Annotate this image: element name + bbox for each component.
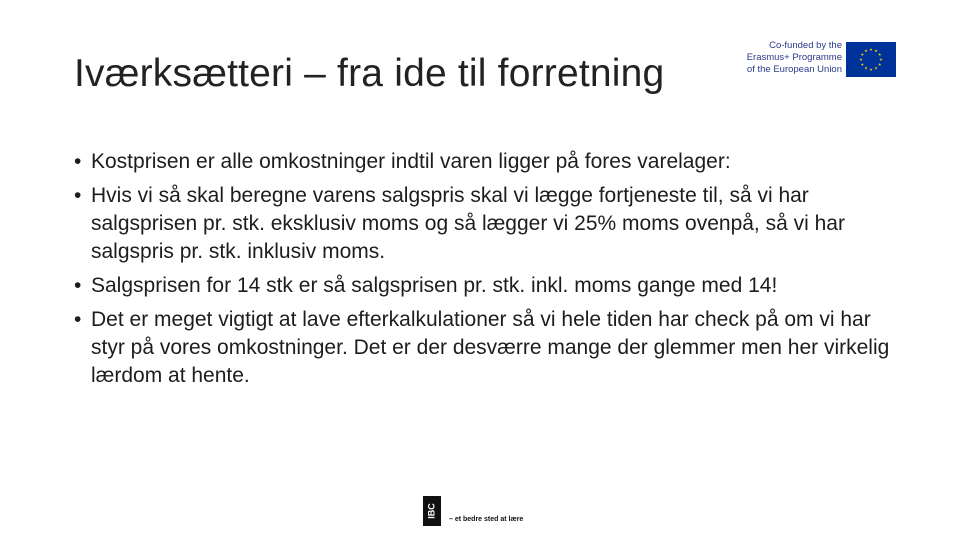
eu-logo-line: Erasmus+ Programme <box>746 52 842 63</box>
bullet-dot: • <box>74 150 82 173</box>
ibc-logo-mark <box>421 496 443 526</box>
bullet-dot: • <box>74 274 82 297</box>
bullet-text: Det er meget vigtigt at lave efterkalkulationer så vi hele tiden har check på om vi har styr på vores omkostninger. Det er der desværre mange der glemmer men her virkelig lærdom at hente. <box>91 308 890 387</box>
bullet-list <box>74 148 894 396</box>
bullet-text: Hvis vi så skal beregne varens salgspris skal vi lægge fortjeneste til, så vi har salgsprisen pr. stk. eksklusiv moms og så lægger vi 25% moms ovenpå, så vi har salgspris pr. stk. inklusiv moms. <box>91 184 845 263</box>
eu-logo-text <box>737 40 842 76</box>
ibc-tagline: – et bedre sted at lære <box>449 516 524 523</box>
bullet-text: Kostprisen er alle omkostninger indtil varen ligger på fores varelager: <box>91 150 731 173</box>
bullet-item <box>74 148 894 176</box>
eu-cofunded-logo <box>737 40 897 80</box>
eu-logo-line: of the European Union <box>746 64 842 75</box>
bullet-dot: • <box>74 308 82 331</box>
bullet-item <box>74 182 894 266</box>
bullet-dot: • <box>74 184 82 207</box>
eu-logo-line: Co-funded by the <box>769 40 842 51</box>
bullet-item <box>74 306 894 390</box>
ibc-logo <box>421 496 541 526</box>
eu-flag-icon <box>846 42 896 77</box>
bullet-item <box>74 272 894 300</box>
bullet-text: Salgsprisen for 14 stk er så salgsprisen pr. stk. inkl. moms gange med 14! <box>91 274 778 297</box>
slide-title: Iværksætteri – fra ide til forretning <box>74 52 665 95</box>
svg-text:IBC: IBC <box>426 503 437 519</box>
